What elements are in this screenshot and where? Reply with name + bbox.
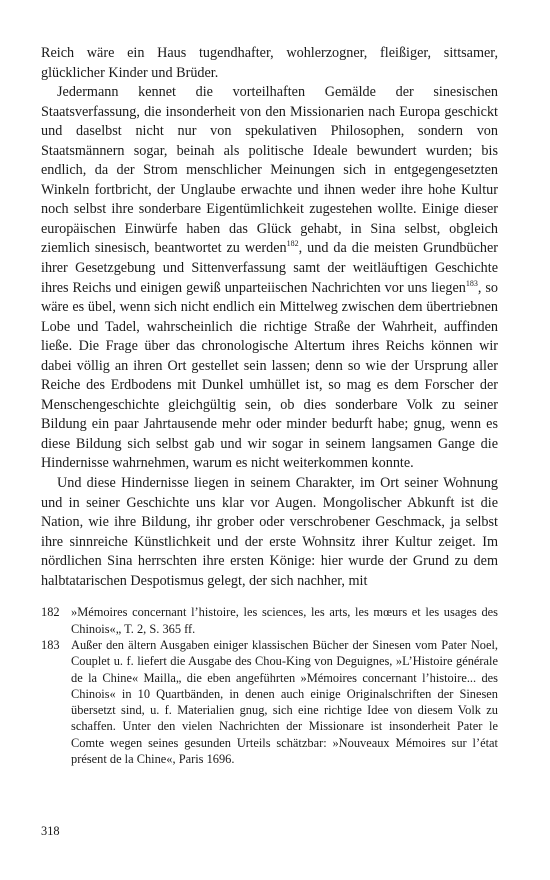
footnote-ref-182: 182: [286, 239, 299, 249]
footnote-text: Außer den ältern Ausgaben einiger klassischen Bücher der Sinesen vom Pater Noel, Couplet u. f. liefert die Ausgabe des Chou-King von Deguignes, »L’Histoire générale de la Chine« Mailla„ die eben angeführten »Mémoires concernant l’histoire... des Chinois« in 10 Quartbänden, in denen auch einige Originalschriften der Sinesen übersetzt sind, u. f. Materialien gnug, sich eine richtige Idee von diesem Volk zu schaffen. Unter den vielen Nachrichten der Missionare ist insonderheit Pater le Comte wegen seines gesunden Urteils schätzbar: »Nouveaux Mémoires sur l’état présent de la Chine«, Paris 1696.: [71, 637, 498, 766]
paragraph-text: , und da die meisten Grundbücher ihrer Gesetzgebung und Sittenverfassung samt der weitläuftigen Geschichte ihres Reichs und einigen gewiß unparteiischen Nachrichten vor uns liegen: [41, 240, 499, 296]
footnote-number: 182: [41, 605, 60, 620]
footnote: [41, 604, 498, 637]
paragraph: [41, 474, 498, 591]
footnotes: [41, 604, 498, 767]
paragraph-text: , so wäre es übel, wenn sich nicht endlich ein Mittelweg zwischen dem übertriebnen Lobe und Tadel, wahrscheinlich die richtige Straße der Wahrheit, auffinden ließe. Die Frage über das chronologische Altertum ihres Reichs können wir dabei völlig an ihren Ort gestellet sein lassen; denn so wie der Ursprung aller Reiche des Erdbodens mit Dunkel umhüllet ist, so mag es dem Forscher der Menschengeschichte gleichgültig sein, ob dies sonderbare Volk zu seiner Bildung ein paar Jahrtausende mehr oder minder bedurft habe; gnug, wenn es diese Bildung sich selbst gab und wir sogar in seinem langsamen Gange die Hindernisse wahrnehmen, warum es nicht weiterkommen konnte.: [41, 279, 498, 472]
paragraph-text: Und diese Hindernisse liegen in seinem Charakter, im Ort seiner Wohnung und in seiner Geschichte uns klar vor Augen. Mongolischer Abkunft ist die Nation, wie ihre Bildung, ihr grober oder verschrobener Geschmack, ja selbst ihre sinnreiche Künstlichkeit und der erste Wohnsitz ihrer Kultur zeiget. Im nördlichen Sina herrschten ihre ersten Könige: hier wurde der Grund zu dem halbtatarischen Despotismus gelegt, der sich nachher, mit: [41, 475, 498, 589]
paragraph: [41, 44, 498, 83]
footnote: [41, 637, 498, 767]
footnote-number: 183: [41, 637, 60, 652]
page-number: 318: [41, 824, 60, 838]
main-text: [41, 44, 498, 591]
footnote-ref-183: 183: [465, 278, 478, 288]
paragraph-text: Jedermann kennet die vorteilhaften Gemälde der sinesischen Staatsverfassung, die insonderheit von den Missionarien nach Europa geschickt und daselbst nicht nur von spekulativen Philosophen, sondern von Staatsmännern sogar, beinah als politische Ideale bewundert wurden; bis endlich, da der Strom menschlicher Meinungen sich in entgegengesetzten Winkeln fortbricht, der Unglaube erwachte und ihnen weder ihre hohe Kultur noch selbst ihre sonderbare Eigentümlichkeit zugestehen wollte. Einige dieser europäischen Einwürfe haben das Glück gehabt, in Sina selbst, obgleich ziemlich sinesisch, beantwortet zu werden: [41, 84, 498, 257]
book-page: [41, 44, 498, 767]
paragraph: [41, 83, 498, 474]
footnote-text: »Mémoires concernant l’histoire, les sciences, les arts, les mœurs et les usages des Chinois«„ T. 2, S. 365 ff.: [71, 605, 498, 636]
paragraph-text: Reich wäre ein Haus tugendhafter, wohlerzogner, fleißiger, sittsamer, glücklicher Kinder und Brüder.: [41, 45, 498, 81]
